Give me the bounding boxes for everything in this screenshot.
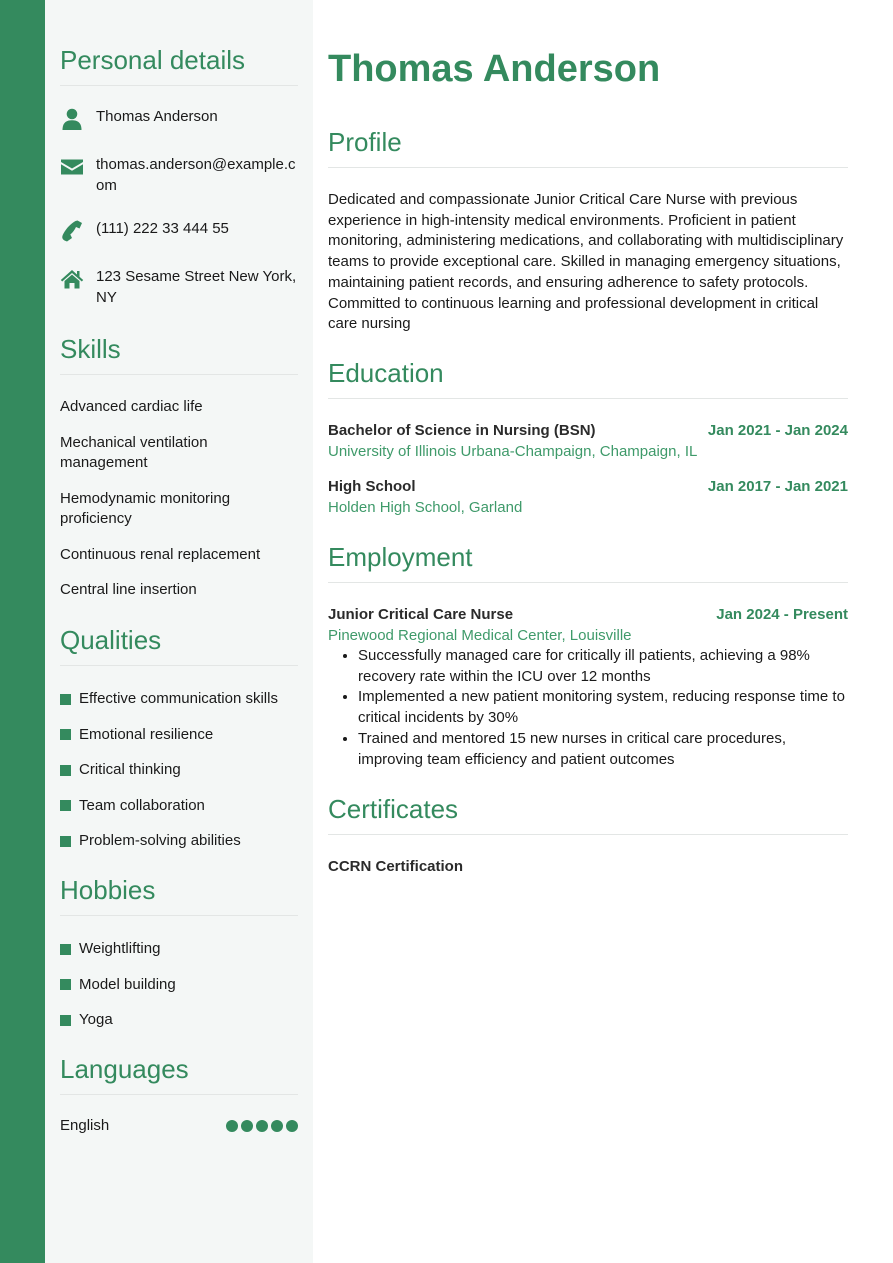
job-title: Junior Critical Care Nurse — [328, 606, 514, 623]
education-school: University of Illinois Urbana-Champaign, Champaign, IL — [328, 442, 698, 460]
qualities-title: Qualities — [60, 625, 298, 666]
job-employer: Pinewood Regional Medical Center, Louisville — [328, 626, 632, 644]
phone-icon — [60, 219, 84, 243]
square-bullet-icon — [60, 944, 71, 955]
personal-details-section — [60, 45, 298, 308]
languages-title: Languages — [60, 1054, 298, 1095]
job-achievements — [328, 646, 848, 770]
profile-text: Dedicated and compassionate Junior Critical Care Nurse with previous experience in high-intensity medical environments. Proficient in patient monitoring, administering medications, and collaborating with multidisciplinary teams to provide exceptional care. Skilled in managing emergency situations, maintaining patient records, and ensuring adherence to safety protocols. Committed to continuous learning and professional development in critical care nursing — [328, 191, 844, 333]
level-dot — [271, 1120, 283, 1132]
personal-name-row — [60, 107, 298, 131]
envelope-icon — [60, 155, 84, 179]
education-entry — [328, 421, 848, 462]
square-bullet-icon — [60, 694, 71, 705]
personal-email[interactable]: thomas.anderson@example.com — [96, 156, 296, 194]
skill-item: Hemodynamic monitoring proficiency — [60, 489, 231, 527]
hobbies-title: Hobbies — [60, 875, 298, 916]
hobby-label: Weightlifting — [79, 940, 161, 957]
language-name: English — [60, 1117, 110, 1134]
sidebar — [45, 0, 313, 1263]
square-bullet-icon — [60, 800, 71, 811]
personal-address-row — [60, 267, 298, 308]
skill-item: Mechanical ventilation management — [60, 433, 208, 471]
level-dot — [226, 1120, 238, 1132]
education-school: Holden High School, Garland — [328, 498, 523, 516]
quality-item — [60, 760, 298, 780]
certificates-title: Certificates — [328, 794, 848, 835]
level-dot — [241, 1120, 253, 1132]
skills-section — [60, 334, 298, 601]
certificate-item: CCRN Certification — [328, 858, 464, 875]
employment-section — [328, 542, 848, 770]
square-bullet-icon — [60, 729, 71, 740]
level-dot — [256, 1120, 268, 1132]
hobbies-section — [60, 875, 298, 1030]
user-icon — [60, 107, 84, 131]
hobby-item — [60, 1010, 298, 1030]
home-icon — [60, 267, 84, 291]
hobby-item — [60, 939, 298, 959]
job-date: Jan 2024 - Present — [716, 606, 848, 623]
education-degree: Bachelor of Science in Nursing (BSN) — [328, 422, 596, 439]
education-degree: High School — [328, 478, 416, 495]
personal-email-row — [60, 155, 298, 196]
languages-section — [60, 1054, 298, 1134]
personal-phone: (111) 222 33 444 55 — [96, 220, 229, 237]
profile-title: Profile — [328, 127, 848, 168]
skill-item: Continuous renal replacement — [60, 545, 261, 563]
education-entry-header — [328, 477, 848, 498]
quality-label: Effective communication skills — [79, 690, 278, 707]
quality-label: Emotional resilience — [79, 725, 214, 743]
accent-bar — [0, 0, 45, 1263]
quality-label: Problem-solving abilities — [79, 832, 241, 849]
hobby-label: Model building — [79, 975, 176, 993]
candidate-name: Thomas Anderson — [328, 48, 661, 90]
quality-item — [60, 796, 298, 816]
qualities-section — [60, 625, 298, 851]
quality-item — [60, 831, 298, 851]
education-entry — [328, 477, 848, 518]
square-bullet-icon — [60, 979, 71, 990]
quality-item — [60, 725, 298, 745]
skill-item: Central line insertion — [60, 581, 197, 598]
language-level-dots — [226, 1120, 298, 1132]
achievement-item: • Successfully managed care for critically ill patients, achieving a 98% recovery rate within the ICU over 12 months — [358, 646, 848, 687]
personal-details-title: Personal details — [60, 45, 298, 86]
hobby-item — [60, 975, 298, 995]
employment-title: Employment — [328, 542, 848, 583]
skill-item: Advanced cardiac life — [60, 398, 203, 415]
education-entry-header — [328, 421, 848, 442]
education-section — [328, 358, 848, 518]
education-date: Jan 2021 - Jan 2024 — [707, 422, 848, 439]
square-bullet-icon — [60, 836, 71, 847]
employment-entry-header — [328, 605, 848, 626]
skills-title: Skills — [60, 334, 298, 375]
square-bullet-icon — [60, 1015, 71, 1026]
quality-label: Critical thinking — [79, 761, 181, 778]
language-item — [60, 1117, 298, 1134]
square-bullet-icon — [60, 765, 71, 776]
hobby-label: Yoga — [79, 1011, 113, 1028]
quality-item — [60, 689, 298, 709]
education-date: Jan 2017 - Jan 2021 — [707, 478, 848, 495]
achievement-item: • Trained and mentored 15 new nurses in critical care procedures, improving team efficiency and patient outcomes — [358, 729, 848, 770]
personal-phone-row — [60, 219, 298, 243]
quality-label: Team collaboration — [79, 796, 205, 814]
profile-section — [328, 127, 848, 335]
achievement-item: • Implemented a new patient monitoring system, reducing response time to critical incidents by 30% — [358, 687, 848, 728]
employment-entry — [328, 605, 848, 770]
personal-name: Thomas Anderson — [96, 108, 218, 125]
education-title: Education — [328, 358, 848, 399]
level-dot — [286, 1120, 298, 1132]
certificates-section — [328, 794, 848, 878]
personal-address: 123 Sesame Street New York, NY — [96, 268, 297, 306]
